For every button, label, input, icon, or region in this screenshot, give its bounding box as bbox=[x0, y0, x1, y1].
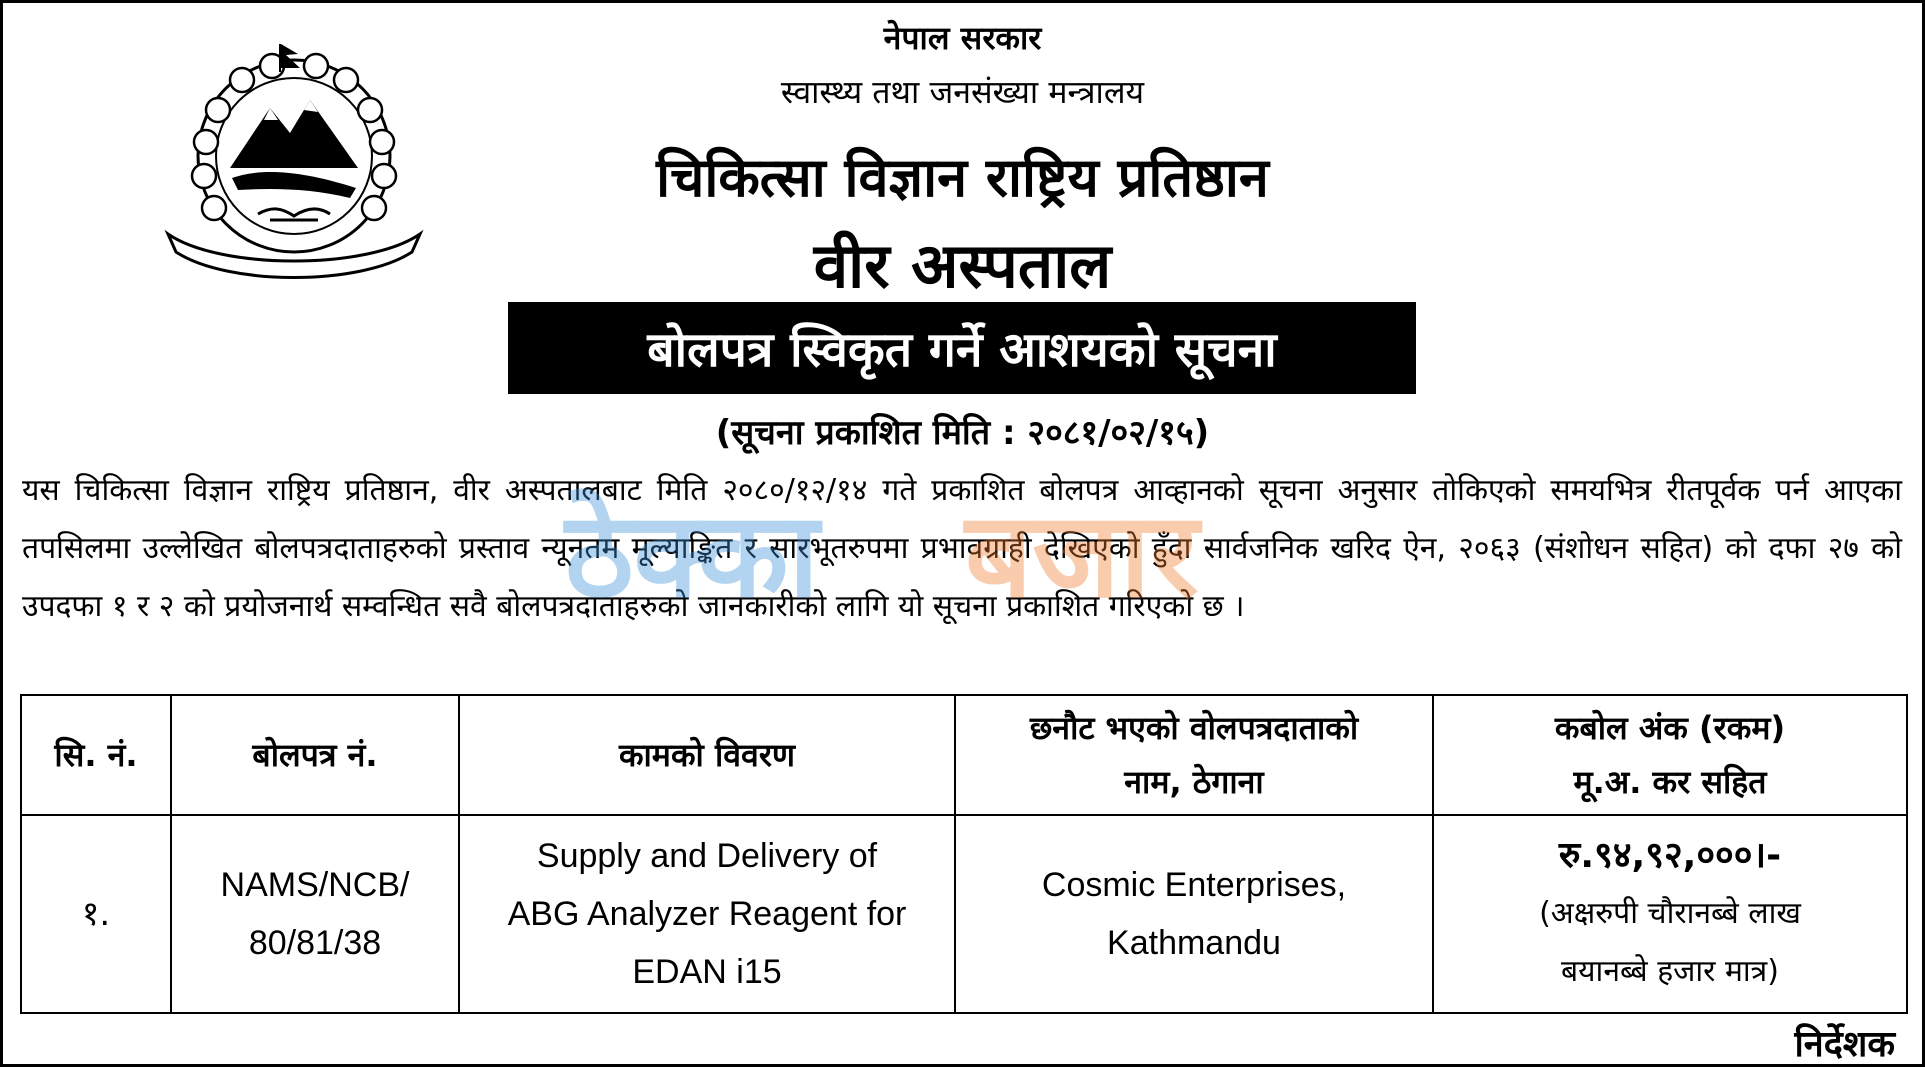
notice-body: यस चिकित्सा विज्ञान राष्ट्रिय प्रतिष्ठान, वीर अस्पतालबाट मिति २०८०/१२/१४ गते प्रकाशित बोलपत्र आव्हानको सूचना अनुसार तोकिएको समयभित्र रीतपूर्वक पर्न आएका तपसिलमा उल्लेखित बोलपत्रदाताहरुको प्रस्ताव न्यूनतम मूल्याङ्कित र सारभूतरुपमा प्रभावग्राही देखिएको हुँदा सार्वजनिक खरिद ऐन, २०६३ (संशोधन सहित) को दफा २७ को उपदफा १ र २ को प्रयोजनार्थ सम्वन्धित सवै बोलपत्रदाताहरुको जानकारीको लागि यो सूचना प्रकाशित गरिएको छ । bbox=[22, 473, 1902, 624]
description-line-3: EDAN i15 bbox=[632, 953, 782, 991]
header-amount bbox=[1433, 695, 1907, 815]
header-amount-line-1: कबोल अंक (रकम) bbox=[1554, 709, 1786, 747]
bidder-line-2: Kathmandu bbox=[1107, 924, 1281, 962]
description-line-2: ABG Analyzer Reagent for bbox=[507, 895, 907, 933]
header-sn: सि. नं. bbox=[21, 695, 171, 815]
award-table bbox=[20, 694, 1908, 1014]
header-description: कामको विवरण bbox=[459, 695, 955, 815]
bid-no-line-2: 80/81/38 bbox=[248, 924, 382, 962]
cell-bid-no bbox=[171, 815, 459, 1013]
header-bidder bbox=[955, 695, 1433, 815]
notice-title: बोलपत्र स्विकृत गर्ने आशयको सूचना bbox=[647, 321, 1277, 378]
table-header-row bbox=[21, 695, 1907, 815]
header-amount-line-2: मू.अ. कर सहित bbox=[1573, 763, 1767, 801]
government-heading: नेपाल सरकार bbox=[883, 19, 1042, 57]
header-bidder-line-2: नाम, ठेगाना bbox=[1124, 763, 1264, 801]
cell-description bbox=[459, 815, 955, 1013]
table-row bbox=[21, 815, 1907, 1013]
cell-amount bbox=[1433, 815, 1907, 1013]
header-bidder-line-1: छनौट भएको वोलपत्रदाताको bbox=[1029, 709, 1359, 747]
published-date: (सूचना प्रकाशित मिति : २०८१/०२/१५) bbox=[715, 413, 1210, 453]
notice-title-bar bbox=[508, 302, 1416, 394]
bid-no-line-1: NAMS/NCB/ bbox=[220, 866, 410, 904]
amount-figure: रु.९४,९२,०००।- bbox=[1558, 835, 1782, 876]
cell-bidder bbox=[955, 815, 1433, 1013]
signatory-title: निर्देशक bbox=[1794, 1024, 1895, 1065]
watermark-part-1: ठेक्का bbox=[565, 486, 820, 624]
institute-heading: चिकित्सा विज्ञान राष्ट्रिय प्रतिष्ठान bbox=[656, 146, 1269, 209]
header-bid-no: बोलपत्र नं. bbox=[171, 695, 459, 815]
amount-words-line-2: बयानब्बे हजार मात्र) bbox=[1561, 954, 1779, 989]
amount-words-line-1: (अक्षरुपी चौरानब्बे लाख bbox=[1539, 896, 1801, 931]
watermark-part-2: बजार bbox=[965, 486, 1199, 624]
cell-sn: १. bbox=[21, 815, 171, 1013]
ministry-heading: स्वास्थ्य तथा जनसंख्या मन्त्रालय bbox=[780, 73, 1145, 111]
bidder-line-1: Cosmic Enterprises, bbox=[1041, 866, 1347, 904]
description-line-1: Supply and Delivery of bbox=[536, 837, 878, 875]
hospital-heading: वीर अस्पताल bbox=[813, 229, 1112, 302]
